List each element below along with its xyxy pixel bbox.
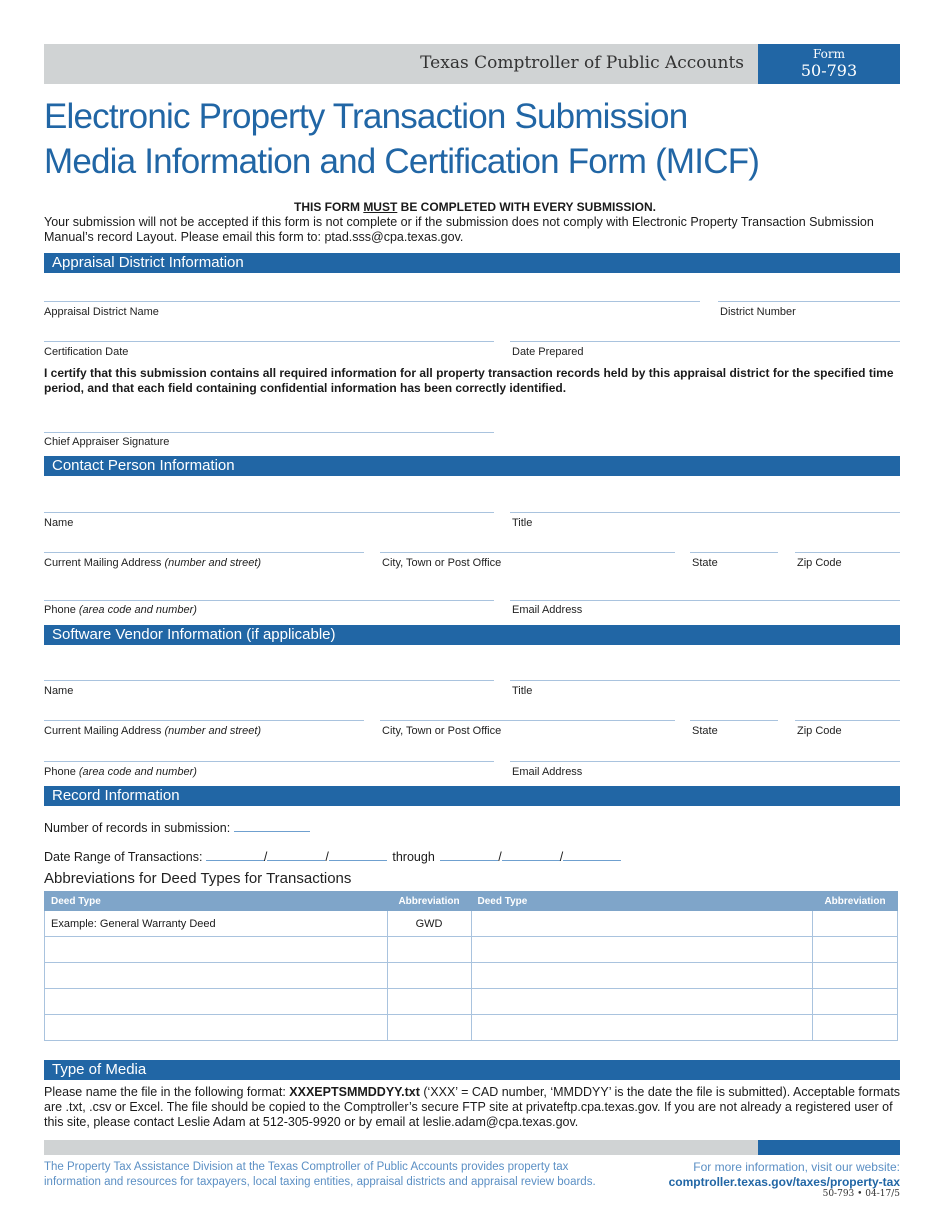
num-records-row bbox=[44, 819, 310, 835]
vendor-address-field[interactable] bbox=[44, 720, 364, 721]
certification-statement: I certify that this submission contains all required information for all property transaction records held by this appraisal district for the specified time period, and that each field containing confidential information has been correctly identified. bbox=[44, 366, 894, 395]
contact-address-label bbox=[44, 557, 261, 569]
contact-name-field[interactable] bbox=[44, 512, 494, 513]
table-cell[interactable] bbox=[813, 989, 898, 1015]
vendor-address-hint: (number and street) bbox=[164, 725, 262, 737]
form-number: 50-793 bbox=[800, 61, 858, 80]
num-records-label: Number of records in submission: bbox=[44, 821, 231, 835]
date-prepared-field[interactable] bbox=[510, 341, 900, 342]
form-number-box bbox=[758, 44, 900, 84]
vendor-title-label: Title bbox=[512, 685, 533, 697]
contact-zip-field[interactable] bbox=[795, 552, 900, 553]
vendor-address-label bbox=[44, 725, 261, 737]
table-row bbox=[45, 989, 898, 1015]
district-name-label: Appraisal District Name bbox=[44, 306, 159, 318]
date-prepared-label: Date Prepared bbox=[512, 346, 584, 358]
table-cell[interactable] bbox=[387, 937, 471, 963]
district-name-field[interactable] bbox=[44, 301, 700, 302]
footer-description: The Property Tax Assistance Division at the Texas Comptroller of Public Accounts provides property tax information and resources for taxpayers, local taxing entities, appraisal districts and appraisal review boards. bbox=[44, 1161, 596, 1188]
table-cell[interactable] bbox=[813, 963, 898, 989]
contact-name-label: Name bbox=[44, 517, 74, 529]
contact-state-label: State bbox=[692, 557, 718, 569]
section-media-heading: Type of Media bbox=[44, 1060, 900, 1080]
table-cell[interactable] bbox=[387, 1015, 471, 1041]
contact-zip-label: Zip Code bbox=[797, 557, 842, 569]
section-contact-heading: Contact Person Information bbox=[44, 456, 900, 476]
table-cell[interactable] bbox=[45, 989, 388, 1015]
cert-date-field[interactable] bbox=[44, 341, 494, 342]
contact-phone-label bbox=[44, 604, 197, 616]
intro-text: Your submission will not be accepted if this form is not complete or if the submission does not comply with Electronic Property Transaction Submission Manual’s record Layout. Please email this form to: ptad.sss@cpa.texas.gov. bbox=[44, 215, 874, 244]
table-cell[interactable] bbox=[45, 937, 388, 963]
district-number-label: District Number bbox=[720, 306, 796, 318]
table-cell[interactable] bbox=[813, 937, 898, 963]
table-cell[interactable] bbox=[471, 963, 813, 989]
from-day-field[interactable] bbox=[267, 848, 325, 861]
col-deed-type: Deed Type bbox=[45, 892, 388, 911]
table-row bbox=[45, 963, 898, 989]
signature-label: Chief Appraiser Signature bbox=[44, 436, 170, 448]
contact-phone-hint: (area code and number) bbox=[78, 604, 197, 616]
slash: / bbox=[325, 850, 329, 864]
col-deed-type: Deed Type bbox=[471, 892, 813, 911]
media-instructions bbox=[44, 1085, 902, 1130]
form-label: Form bbox=[812, 47, 845, 61]
notice bbox=[0, 200, 950, 214]
vendor-email-field[interactable] bbox=[510, 761, 900, 762]
vendor-phone-hint: (area code and number) bbox=[78, 766, 197, 778]
vendor-name-label: Name bbox=[44, 685, 74, 697]
from-year-field[interactable] bbox=[329, 848, 387, 861]
vendor-address-text: Current Mailing Address bbox=[44, 725, 162, 737]
table-cell[interactable] bbox=[471, 1015, 813, 1041]
deed-type-table bbox=[44, 891, 898, 1041]
table-row bbox=[45, 1015, 898, 1041]
col-abbreviation: Abbreviation bbox=[813, 892, 898, 911]
media-filename: XXXEPTSMMDDYY.txt bbox=[289, 1085, 420, 1099]
slash: / bbox=[559, 850, 564, 864]
to-month-field[interactable] bbox=[440, 848, 498, 861]
signature-field[interactable] bbox=[44, 432, 494, 433]
footer-more-info: For more information, visit our website: bbox=[693, 1160, 900, 1174]
cert-date-label: Certification Date bbox=[44, 346, 129, 358]
slash: / bbox=[498, 850, 502, 864]
agency-name: Texas Comptroller of Public Accounts bbox=[420, 53, 744, 73]
vendor-email-label: Email Address bbox=[512, 766, 583, 778]
contact-city-label: City, Town or Post Office bbox=[382, 557, 502, 569]
contact-state-field[interactable] bbox=[690, 552, 778, 553]
num-records-field[interactable] bbox=[234, 819, 310, 832]
footer-bar bbox=[44, 1140, 758, 1155]
title-line-2: Media Information and Certification Form (MICF) bbox=[44, 142, 760, 181]
date-range-label: Date Range of Transactions: bbox=[44, 850, 203, 864]
table-cell[interactable] bbox=[813, 911, 898, 937]
to-year-field[interactable] bbox=[563, 848, 621, 861]
contact-address-field[interactable] bbox=[44, 552, 364, 553]
section-record-heading: Record Information bbox=[44, 786, 900, 806]
notice-must: MUST bbox=[363, 200, 398, 214]
contact-title-label: Title bbox=[512, 517, 533, 529]
contact-address-hint: (number and street) bbox=[164, 557, 262, 569]
date-range-row bbox=[44, 848, 621, 864]
vendor-phone-field[interactable] bbox=[44, 761, 494, 762]
table-cell[interactable] bbox=[45, 1015, 388, 1041]
contact-city-field[interactable] bbox=[380, 552, 675, 553]
table-header-row bbox=[45, 892, 898, 911]
vendor-state-field[interactable] bbox=[690, 720, 778, 721]
footer-form-code: 50-793 • 04-17/5 bbox=[822, 1189, 900, 1199]
from-month-field[interactable] bbox=[206, 848, 264, 861]
example-abbr-cell: GWD bbox=[387, 911, 471, 937]
table-cell[interactable] bbox=[387, 963, 471, 989]
table-cell[interactable] bbox=[471, 989, 813, 1015]
vendor-title-field[interactable] bbox=[510, 680, 900, 681]
contact-phone-field[interactable] bbox=[44, 600, 494, 601]
district-number-field[interactable] bbox=[718, 301, 900, 302]
through-label: through bbox=[392, 850, 435, 864]
page-title bbox=[44, 94, 759, 184]
col-abbreviation: Abbreviation bbox=[387, 892, 471, 911]
contact-phone-text: Phone bbox=[44, 604, 76, 616]
contact-email-label: Email Address bbox=[512, 604, 583, 616]
table-cell[interactable] bbox=[813, 1015, 898, 1041]
section-vendor-heading: Software Vendor Information (if applicable) bbox=[44, 625, 900, 645]
footer-url-link[interactable]: comptroller.texas.gov/taxes/property-tax bbox=[668, 1175, 900, 1189]
abbr-table-title: Abbreviations for Deed Types for Transactions bbox=[44, 870, 352, 887]
slash: / bbox=[263, 850, 268, 864]
footer-bar-accent bbox=[758, 1140, 900, 1155]
footer-website bbox=[669, 1160, 900, 1190]
section-appraisal-heading: Appraisal District Information bbox=[44, 253, 900, 273]
table-row bbox=[45, 937, 898, 963]
table-cell[interactable] bbox=[471, 911, 813, 937]
title-line-1: Electronic Property Transaction Submission bbox=[44, 97, 688, 136]
to-day-field[interactable] bbox=[502, 848, 560, 861]
table-row bbox=[45, 911, 898, 937]
notice-suffix: BE COMPLETED WITH EVERY SUBMISSION. bbox=[397, 200, 657, 214]
vendor-phone-label bbox=[44, 766, 197, 778]
contact-title-field[interactable] bbox=[510, 512, 900, 513]
contact-address-text: Current Mailing Address bbox=[44, 557, 162, 569]
example-deed-cell: Example: General Warranty Deed bbox=[45, 911, 388, 937]
vendor-name-field[interactable] bbox=[44, 680, 494, 681]
table-cell[interactable] bbox=[387, 989, 471, 1015]
media-text-pre: Please name the file in the following format: bbox=[44, 1085, 290, 1099]
vendor-zip-field[interactable] bbox=[795, 720, 900, 721]
vendor-city-field[interactable] bbox=[380, 720, 675, 721]
vendor-state-label: State bbox=[692, 725, 718, 737]
vendor-city-label: City, Town or Post Office bbox=[382, 725, 502, 737]
table-cell[interactable] bbox=[45, 963, 388, 989]
vendor-zip-label: Zip Code bbox=[797, 725, 842, 737]
vendor-phone-text: Phone bbox=[44, 766, 76, 778]
table-cell[interactable] bbox=[471, 937, 813, 963]
media-text-post: (‘XXX’ = CAD number, ‘MMDDYY’ is the date the file is submitted). Acceptable formats are .txt, .csv or Excel. The file should be copied to the Comptroller’s secure FTP site at privateftp.cpa.texas.gov. If you are not already a registered user of this site, please contact Leslie Adam at 512-305-9920 or by email at leslie.adam@cpa.texas.gov. bbox=[44, 1085, 901, 1129]
notice-prefix: THIS FORM bbox=[293, 200, 364, 214]
contact-email-field[interactable] bbox=[510, 600, 900, 601]
